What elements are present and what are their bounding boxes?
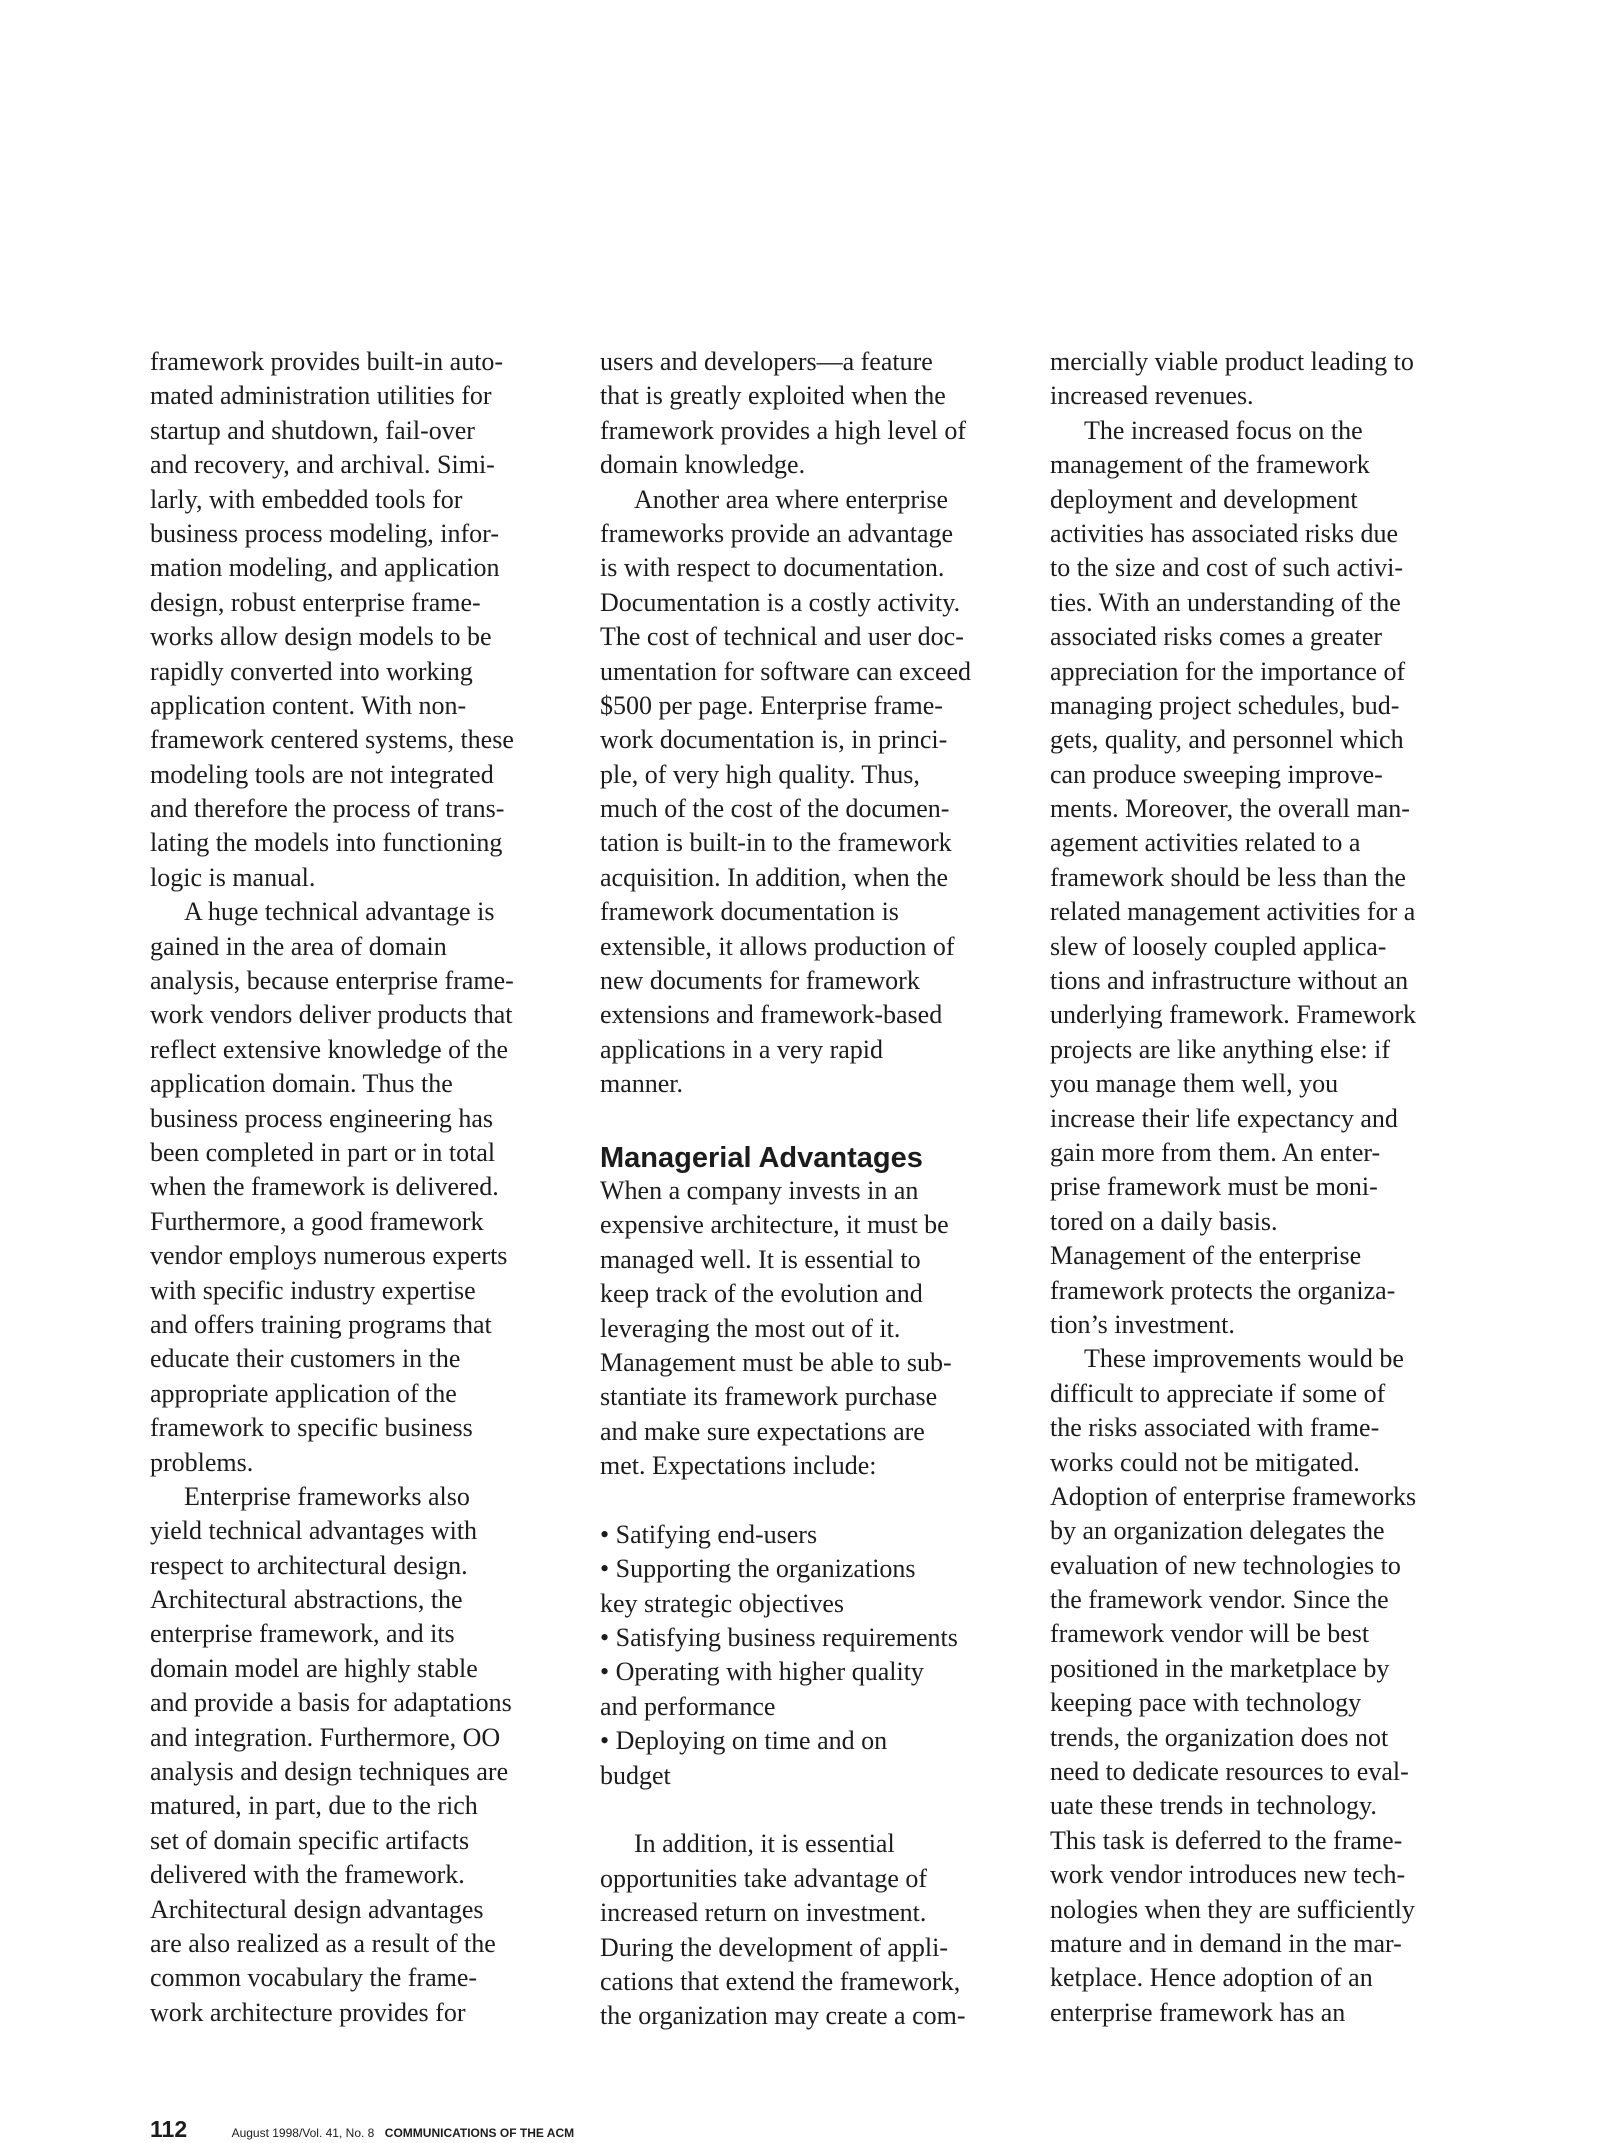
text-line: mercially viable product leading to (1050, 347, 1414, 376)
text-line: mature and in demand in the mar- (1050, 1928, 1402, 1958)
text-line: the risks associated with frame- (1050, 1413, 1380, 1443)
text-line: evaluation of new technologies to (1050, 1550, 1401, 1580)
text-line: modeling tools are not integrated (150, 759, 494, 789)
page-footer (150, 2116, 575, 2142)
text-line: Management must be able to sub- (600, 1347, 952, 1377)
text-line: The increased focus on the (1084, 415, 1363, 445)
text-line: ketplace. Hence adoption of an (1050, 1963, 1373, 1993)
text-line: increased revenues. (1050, 381, 1254, 411)
text-line: When a company invests in an (600, 1175, 919, 1205)
text-line: ments. Moreover, the overall man- (1050, 794, 1410, 824)
text-line: work documentation is, in princi- (600, 725, 948, 755)
text-line: application domain. Thus the (150, 1069, 453, 1099)
text-line: tions and infrastructure without an (1050, 966, 1409, 996)
text-line: difficult to appreciate if some of (1050, 1378, 1386, 1408)
text-line: framework vendor will be best (1050, 1619, 1370, 1649)
column-2-intro (600, 345, 1020, 1102)
text-line: users and developers—a feature (600, 347, 933, 376)
page-number: 112 (150, 2116, 188, 2142)
text-line: the framework vendor. Since the (1050, 1585, 1389, 1615)
text-line: and offers training programs that (150, 1309, 492, 1339)
text-line: manner. (600, 1069, 684, 1099)
text-line: A huge technical advantage is (184, 897, 495, 927)
text-line: agement activities related to a (1050, 828, 1361, 858)
text-line: tored on a daily basis. (1050, 1206, 1278, 1236)
text-line: keeping pace with technology (1050, 1688, 1362, 1718)
text-line: mated administration utilities for (150, 381, 492, 411)
text-line: and therefore the process of trans- (150, 794, 505, 824)
text-line: managed well. It is essential to (600, 1244, 921, 1274)
text-line: tion’s investment. (1050, 1309, 1235, 1339)
text-line: framework should be less than the (1050, 862, 1406, 892)
text-line: much of the cost of the documen- (600, 794, 950, 824)
text-line: matured, in part, due to the rich (150, 1791, 478, 1821)
text-line: new documents for framework (600, 966, 920, 996)
text-line: gain more from them. An enter- (1050, 1137, 1381, 1167)
text-line: The cost of technical and user doc- (600, 622, 964, 652)
text-line: Furthermore, a good framework (150, 1206, 484, 1236)
column-2 (600, 345, 1020, 2034)
text-line: Architectural abstractions, the (150, 1585, 463, 1615)
text-line: lating the models into functioning (150, 828, 503, 858)
text-line: framework documentation is (600, 897, 899, 927)
text-line: delivered with the framework. (150, 1860, 465, 1890)
text-line: and recovery, and archival. Simi- (150, 450, 495, 480)
text-line: vendor employs numerous experts (150, 1241, 508, 1271)
text-line: enterprise framework, and its (150, 1619, 455, 1649)
text-line: ties. With an understanding of the (1050, 587, 1401, 617)
text-line: underlying framework. Framework (1050, 1000, 1417, 1030)
section-heading: Managerial Advantages (600, 1141, 923, 1174)
text-line: opportunities take advantage of (600, 1863, 928, 1893)
text-line: analysis, because enterprise frame- (150, 966, 514, 996)
text-line: appropriate application of the (150, 1378, 457, 1408)
text-line: business process modeling, infor- (150, 518, 499, 548)
bullet-item-continuation: budget (600, 1760, 671, 1790)
text-line: prise framework must be moni- (1050, 1172, 1378, 1202)
text-line: gained in the area of domain (150, 931, 447, 961)
text-line: trends, the organization does not (1050, 1722, 1389, 1752)
text-line: when the framework is delivered. (150, 1172, 499, 1202)
paragraph-gap (600, 1102, 1020, 1136)
text-line: framework provides a high level of (600, 415, 967, 445)
text-line: domain knowledge. (600, 450, 806, 480)
text-line: by an organization delegates the (1050, 1516, 1385, 1546)
text-line: framework protects the organiza- (1050, 1275, 1396, 1305)
text-line: you manage them well, you (1050, 1069, 1339, 1099)
bullet-item: • Supporting the organizations (600, 1554, 916, 1584)
text-line: logic is manual. (150, 862, 316, 892)
text-line: Architectural design advantages (150, 1894, 484, 1924)
text-line: slew of loosely coupled applica- (1050, 931, 1387, 961)
text-line: that is greatly exploited when the (600, 381, 946, 411)
text-line: These improvements would be (1084, 1344, 1404, 1374)
text-line: activities has associated risks due (1050, 518, 1399, 548)
text-line: positioned in the marketplace by (1050, 1653, 1390, 1683)
text-line: with specific industry expertise (150, 1275, 476, 1305)
text-line: managing project schedules, bud- (1050, 690, 1400, 720)
text-line: set of domain specific artifacts (150, 1825, 470, 1855)
text-line: tation is built-in to the framework (600, 828, 952, 858)
text-line: framework provides built-in auto- (150, 347, 504, 376)
bullet-item-continuation: key strategic objectives (600, 1588, 845, 1618)
bullet-item-continuation: and performance (600, 1691, 776, 1721)
text-line: framework to specific business (150, 1413, 473, 1443)
text-line: are also realized as a result of the (150, 1928, 496, 1958)
text-line: gets, quality, and personnel which (1050, 725, 1404, 755)
text-line: work vendor introduces new tech- (1050, 1860, 1406, 1890)
text-line: This task is deferred to the frame- (1050, 1825, 1403, 1855)
text-line: Management of the enterprise (1050, 1241, 1362, 1271)
text-line: uate these trends in technology. (1050, 1791, 1377, 1821)
text-line: application content. With non- (150, 690, 467, 720)
text-line: analysis and design techniques are (150, 1757, 509, 1787)
text-line: met. Expectations include: (600, 1451, 877, 1481)
text-line: design, robust enterprise frame- (150, 587, 481, 617)
text-line: works could not be mitigated. (1050, 1447, 1360, 1477)
bullet-list (600, 1518, 1020, 1793)
text-line: need to dedicate resources to eval- (1050, 1757, 1409, 1787)
bullet-item: • Satisfying business requirements (600, 1623, 958, 1653)
text-line: been completed in part or in total (150, 1137, 496, 1167)
text-line: projects are like anything else: if (1050, 1034, 1391, 1064)
text-line: work vendors deliver products that (150, 1000, 513, 1030)
text-line: management of the framework (1050, 450, 1370, 480)
text-line: associated risks comes a greater (1050, 622, 1383, 652)
text-line: works allow design models to be (150, 622, 492, 652)
text-line: Another area where enterprise (634, 484, 948, 514)
text-line: business process engineering has (150, 1103, 493, 1133)
text-line: problems. (150, 1447, 254, 1477)
paragraph-gap (600, 1793, 1020, 1827)
text-line: domain model are highly stable (150, 1653, 478, 1683)
text-line: frameworks provide an advantage (600, 518, 954, 548)
text-line: deployment and development (1050, 484, 1358, 514)
text-line: expensive architecture, it must be (600, 1210, 949, 1240)
bullet-item: • Deploying on time and on (600, 1726, 888, 1756)
text-line: leveraging the most out of it. (600, 1313, 901, 1343)
text-line: reflect extensive knowledge of the (150, 1034, 509, 1064)
text-line: is with respect to documentation. (600, 553, 945, 583)
text-line: larly, with embedded tools for (150, 484, 463, 514)
text-line: and integration. Furthermore, OO (150, 1722, 501, 1752)
text-line: nologies when they are sufficiently (1050, 1894, 1415, 1924)
text-line: yield technical advantages with (150, 1516, 478, 1546)
text-line: framework centered systems, these (150, 725, 514, 755)
text-line: keep track of the evolution and (600, 1279, 923, 1309)
text-line: and provide a basis for adaptations (150, 1688, 512, 1718)
text-line: work architecture provides for (150, 1997, 466, 2027)
text-line: to the size and cost of such activi- (1050, 553, 1404, 583)
text-line: common vocabulary the frame- (150, 1963, 478, 1993)
text-line: increase their life expectancy and (1050, 1103, 1398, 1133)
issue-info: August 1998/Vol. 41, No. 8 (231, 2126, 375, 2140)
text-line: acquisition. In addition, when the (600, 862, 949, 892)
text-line: educate their customers in the (150, 1344, 461, 1374)
text-line: and make sure expectations are (600, 1416, 925, 1446)
text-line: related management activities for a (1050, 897, 1416, 927)
text-line: enterprise framework has an (1050, 1997, 1346, 2027)
text-line: $500 per page. Enterprise frame- (600, 690, 943, 720)
closing-paragraph (600, 1827, 1020, 2033)
section-body (600, 1174, 1020, 1484)
text-line: applications in a very rapid (600, 1034, 884, 1064)
text-line: ple, of very high quality. Thus, (600, 759, 920, 789)
text-line: During the development of appli- (600, 1932, 949, 1962)
paragraph-gap (600, 1484, 1020, 1518)
text-line: increased return on investment. (600, 1898, 927, 1928)
text-line: startup and shutdown, fail-over (150, 415, 475, 445)
bullet-item: • Operating with higher quality (600, 1657, 924, 1687)
text-line: stantiate its framework purchase (600, 1382, 938, 1412)
text-line: umentation for software can exceed (600, 656, 972, 686)
journal-name: COMMUNICATIONS OF THE ACM (384, 2126, 575, 2140)
column-1 (150, 345, 570, 2030)
text-line: In addition, it is essential (634, 1829, 895, 1859)
text-line: respect to architectural design. (150, 1550, 468, 1580)
text-line: extensible, it allows production of (600, 931, 955, 961)
bullet-item: • Satifying end-users (600, 1519, 818, 1549)
text-line: Enterprise frameworks also (184, 1481, 470, 1511)
text-line: cations that extend the framework, (600, 1966, 961, 1996)
text-line: the organization may create a com- (600, 2001, 966, 2031)
text-line: can produce sweeping improve- (1050, 759, 1383, 789)
column-3 (1050, 345, 1470, 2030)
text-line: appreciation for the importance of (1050, 656, 1406, 686)
text-line: extensions and framework-based (600, 1000, 943, 1030)
text-line: rapidly converted into working (150, 656, 473, 686)
text-line: Documentation is a costly activity. (600, 587, 961, 617)
text-line: mation modeling, and application (150, 553, 500, 583)
text-line: Adoption of enterprise frameworks (1050, 1481, 1417, 1511)
